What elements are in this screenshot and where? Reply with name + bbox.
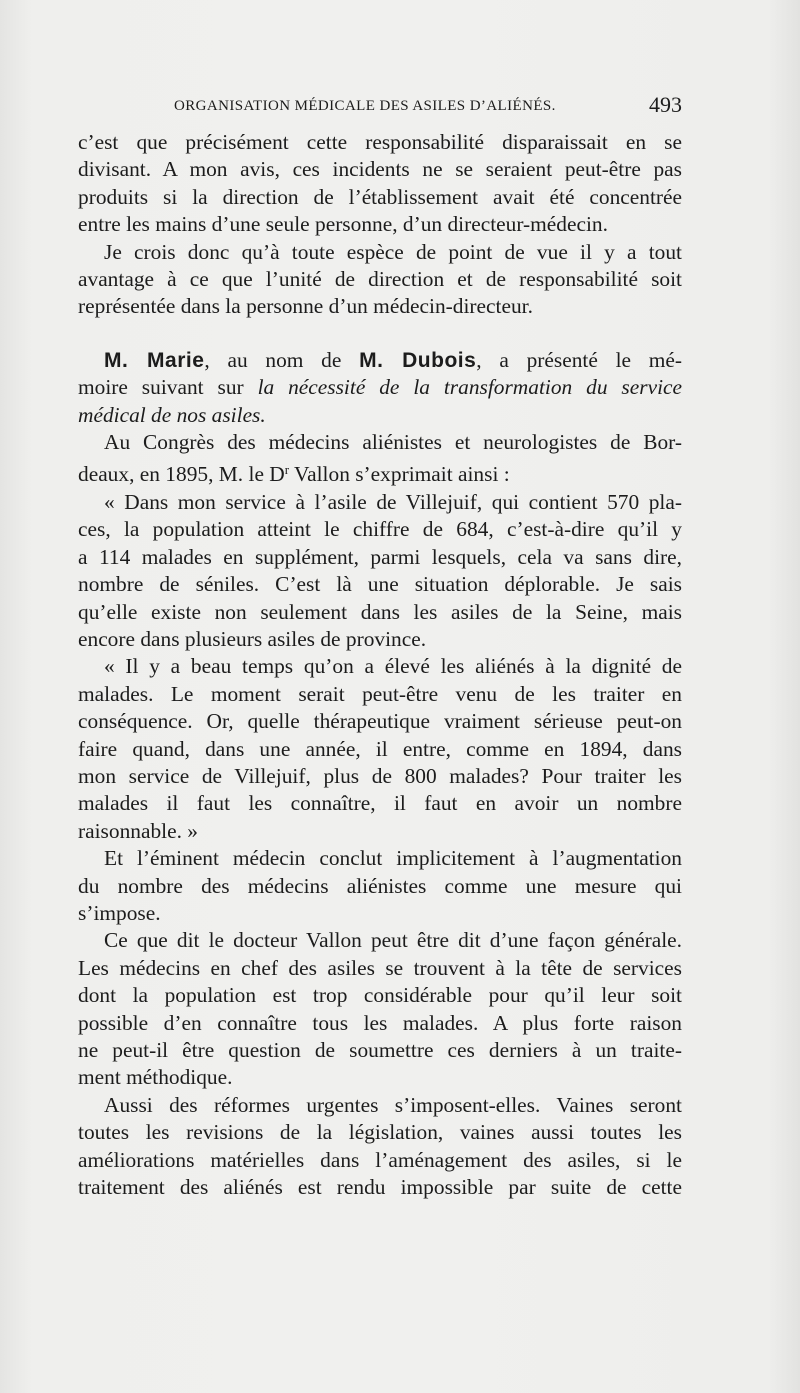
author-name: M. Dubois (359, 348, 477, 372)
text-line: conséquence. Or, quelle thérapeutique vraiment sérieuse peut-on (78, 709, 682, 734)
text-line: du nombre des médecins aliénistes comme une mesure qui (78, 873, 682, 898)
text-span: , a présenté le mé- (476, 347, 682, 372)
text-line: qu’elle existe non seulement dans les asiles de la Seine, mais (78, 599, 682, 624)
text-line: ces, la population atteint le chiffre de 684, c’est-à-dire qu’il y (78, 517, 682, 542)
text-line: Et l’éminent médecin conclut implicitement à l’augmentation (104, 846, 682, 871)
text-line (78, 347, 682, 374)
text-line: a 114 malades en supplément, parmi lesquels, cela va sans dire, (78, 544, 682, 569)
text-line: possible d’en connaître tous les malades. A plus forte raison (78, 1010, 682, 1035)
text-line: toutes les revisions de la législation, vaines aussi toutes les (78, 1120, 682, 1145)
text-line: dont la population est trop considérable pour qu’il leur soit (78, 983, 682, 1008)
text-line (78, 456, 682, 488)
text-line: faire quand, dans une année, il entre, comme en 1894, dans (78, 736, 682, 761)
superscript: r (284, 462, 290, 478)
text-line: divisant. A mon avis, ces incidents ne se seraient peut-être pas (78, 157, 682, 182)
text-line: Au Congrès des médecins aliénistes et neurologistes de Bor- (104, 430, 682, 455)
text-line (78, 374, 682, 401)
text-line: raisonnable. » (78, 818, 198, 843)
text-line: produits si la direction de l’établissement avait été concentrée (78, 184, 682, 209)
text-span: deaux, en 1895, M. le D (78, 462, 285, 487)
text-span: moire suivant sur (78, 375, 258, 400)
memoir-title-line: médical de nos asiles. (78, 402, 266, 427)
body-text (78, 129, 682, 1201)
text-line: nombre de séniles. C’est là une situation déplorable. Je sais (78, 572, 682, 597)
text-line: entre les mains d’une seule personne, d’un directeur-médecin. (78, 212, 608, 237)
text-line: traitement des aliénés est rendu impossible par suite de cette (78, 1175, 682, 1200)
page-header (78, 92, 682, 122)
text-line: s’impose. (78, 900, 161, 925)
text-span: Vallon s’exprimait ainsi : (289, 462, 510, 487)
text-line: représentée dans la personne d’un médecin-directeur. (78, 294, 533, 319)
memoir-title: la nécessité de la transformation du service (257, 375, 682, 400)
text-line: « Dans mon service à l’asile de Villejuif, qui contient 570 pla- (104, 489, 682, 514)
text-line: encore dans plusieurs asiles de province. (78, 626, 427, 651)
running-title: ORGANISATION MÉDICALE DES ASILES D’ALIÉNÉS. (174, 98, 556, 114)
text-line: ne peut-il être question de soumettre ces derniers à un traite- (78, 1038, 682, 1062)
text-line: améliorations matérielles dans l’aménagement des asiles, si le (78, 1147, 682, 1172)
text-line: malades il faut les connaître, il faut en avoir un nombre (78, 791, 682, 816)
page-number: 493 (649, 92, 682, 117)
text-line: « Il y a beau temps qu’on a élevé les aliénés à la dignité de (104, 654, 682, 679)
text-span: , au nom de (204, 347, 360, 372)
text-line: c’est que précisément cette responsabilité disparaissait en se (78, 130, 682, 154)
text-line: Aussi des réformes urgentes s’imposent-elles. Vaines seront (104, 1092, 682, 1117)
text-line: malades. Le moment serait peut-être venu de les traiter en (78, 681, 682, 706)
text-line: Je crois donc qu’à toute espèce de point de vue il y a tout (104, 239, 682, 264)
text-line: ment méthodique. (78, 1065, 233, 1090)
text-line: avantage à ce que l’unité de direction et de responsabilité soit (78, 267, 682, 292)
text-line: Ce que dit le docteur Vallon peut être dit d’une façon générale. (104, 928, 682, 953)
text-line: mon service de Villejuif, plus de 800 malades? Pour traiter les (78, 763, 682, 788)
speaker-name: M. Marie (104, 348, 205, 372)
text-line: Les médecins en chef des asiles se trouvent à la tête de services (78, 955, 682, 980)
